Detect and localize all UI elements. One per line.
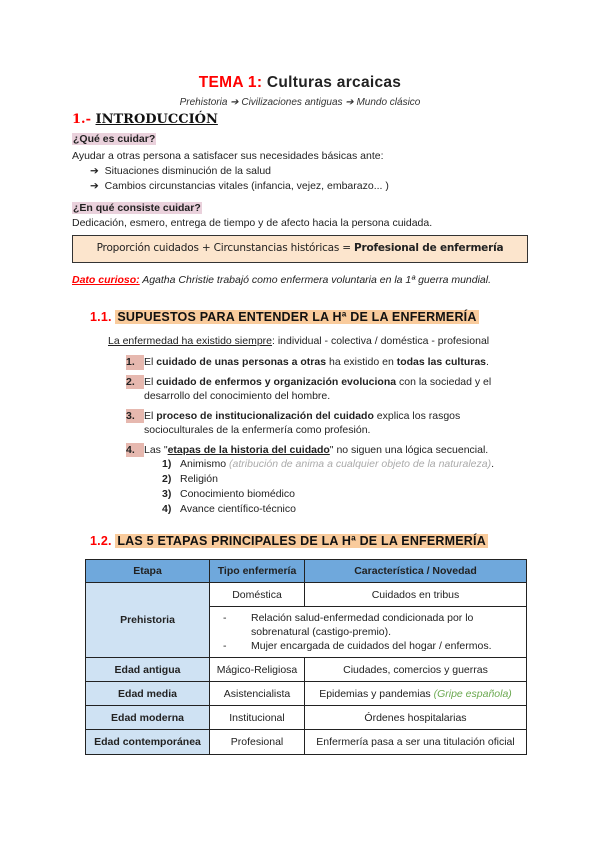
table-row: - Relación salud-enfermedad condicionada por lo sobrenatural (castigo-premio). - Mujer encargada de cuidados del hogar / enfermos. [86, 607, 527, 658]
section-heading-intro: 1.- INTRODUCCIÓN [72, 112, 218, 127]
section-heading-1-2: 1.2. LAS 5 ETAPAS PRINCIPALES DE LA Hª DE LA ENFERMERÍA [90, 534, 486, 548]
numbered-list [126, 355, 526, 517]
answer-text: Dedicación, esmero, entrega de tiempo y de afecto hacia la persona cuidada. [72, 217, 433, 229]
bullet-item: ➔ Cambios circunstancias vitales (infancia, vejez, embarazo... ) [90, 180, 389, 192]
formula-box: Proporción cuidados + Circunstancias históricas = Profesional de enfermería [72, 235, 528, 263]
answer-text: Ayudar a otras persona a satisfacer sus necesidades básicas ante: [72, 150, 384, 162]
question-que-es-cuidar: ¿Qué es cuidar? [73, 133, 156, 145]
list-item: 4. Las "etapas de la historia del cuidado" no siguen una lógica secuencial. [126, 443, 489, 456]
section-heading-1-1: 1.1. SUPUESTOS PARA ENTENDER LA Hª DE LA ENFERMERÍA [90, 310, 477, 324]
arrow-icon: ➔ [90, 180, 99, 192]
table-row: Edad moderna Institucional Órdenes hospitalarias [86, 706, 527, 730]
table-row: Edad antigua Mágico-Religiosa Ciudades, comercios y guerras [86, 658, 527, 682]
lead-text: La enfermedad ha existido siempre: individual - colectiva / doméstica - profesional [108, 335, 490, 347]
bullet-item: ➔ Situaciones disminución de la salud [90, 165, 272, 177]
subtitle: Prehistoria ➔ Civilizaciones antiguas ➔ Mundo clásico [179, 97, 421, 108]
list-item: 2. El cuidado de enfermos y organización evoluciona con la sociedad y el desarrollo del conocimiento del hombre. [126, 375, 492, 402]
sub-list-item: 4) Avance científico-técnico [162, 503, 296, 515]
sub-list-item: 2) Religión [162, 473, 218, 485]
sub-list-item: 1) Animismo (atribución de anima a cualquier objeto de la naturaleza). [162, 458, 495, 470]
table-row: Edad contemporánea Profesional Enfermería pasa a ser una titulación oficial [86, 730, 527, 755]
table-row: Prehistoria Doméstica Cuidados en tribus [86, 583, 527, 607]
table-row: Edad media Asistencialista Epidemias y pandemias (Gripe española) [86, 682, 527, 706]
stages-table [85, 559, 527, 755]
arrow-icon: ➔ [90, 165, 99, 177]
fun-fact: Dato curioso: Agatha Christie trabajó como enfermera voluntaria en la 1ª guerra mundial. [72, 274, 492, 286]
table-header-row: Etapa Tipo enfermería Característica / Novedad [86, 560, 527, 583]
list-item: 3. El proceso de institucionalización del cuidado explica los rasgos socioculturales de la enfermería como profesión. [126, 409, 461, 436]
list-item: 1. El cuidado de unas personas a otras ha existido en todas las culturas. [126, 356, 489, 368]
page-title: TEMA 1: Culturas arcaicas [198, 74, 402, 91]
sub-list [126, 457, 526, 517]
sub-list-item: 3) Conocimiento biomédico [162, 488, 295, 500]
question-en-que-consiste: ¿En qué consiste cuidar? [73, 202, 201, 214]
